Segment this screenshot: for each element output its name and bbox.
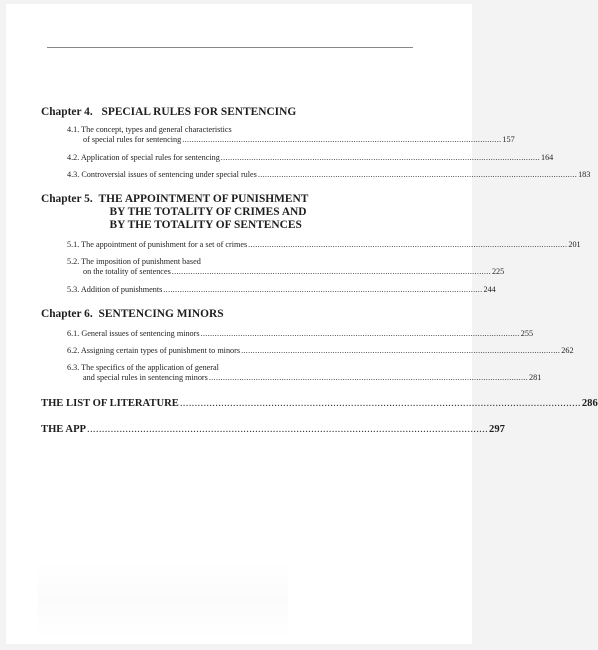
leader-dots: ........................................................................................................................................ — [163, 285, 483, 294]
chapter-title-line: BY THE TOTALITY OF CRIMES AND — [109, 206, 307, 219]
leader-dots: ........................................................................................................................................ — [171, 267, 491, 276]
toc-entry-4-2[interactable] — [67, 153, 554, 163]
leader-dots: ........................................................................................................................................ — [182, 135, 502, 144]
leader-dots: ........................................................................................................................................ — [248, 240, 568, 249]
toc-entry-6-2[interactable] — [67, 346, 574, 356]
leader-dots: ........................................................................................................................................ — [208, 373, 529, 382]
entry-text-line: of special rules for sentencing — [83, 135, 182, 144]
page-number: 281 — [529, 373, 542, 382]
page-number: 262 — [561, 346, 574, 355]
entry-text-line: and special rules in sentencing minors — [83, 373, 208, 382]
entry-text-line: 6.1. General issues of sentencing minors — [67, 329, 200, 338]
toc-entry-app[interactable] — [41, 424, 505, 436]
page-number: 255 — [520, 329, 534, 338]
bleed-through-shadow — [38, 560, 288, 640]
chapter-6-heading — [41, 308, 421, 321]
leader-dots: ........................................................................................................................................ — [241, 346, 561, 355]
page-sheet — [6, 4, 472, 644]
entry-text-line: 4.3. Controversial issues of sentencing under special rules — [67, 170, 257, 179]
entry-text-line: 5.1. The appointment of punishment for a set of crimes — [67, 240, 248, 249]
leader-dots: ........................................................................................................................................ — [257, 170, 578, 179]
leader-dots: ........................................................................................................................................ — [179, 398, 581, 409]
page-number: 201 — [568, 240, 581, 249]
entry-title: THE APP — [41, 424, 87, 435]
chapter-title-line: SPECIAL RULES FOR SENTENCING — [101, 106, 297, 118]
entry-title: THE LIST OF LITERATURE — [41, 398, 179, 409]
toc-entry-5-1[interactable] — [67, 240, 581, 250]
leader-dots: ........................................................................................................................................ — [87, 424, 489, 435]
page-number: 183 — [578, 170, 591, 179]
toc-entry-5-3[interactable] — [67, 285, 496, 295]
entry-text-line: on the totality of sentences — [83, 267, 171, 276]
chapter-5-heading — [41, 193, 421, 233]
chapter-label: Chapter 6. — [41, 308, 93, 320]
toc-entry-6-3[interactable] — [67, 363, 542, 383]
chapter-label: Chapter 4. — [41, 106, 93, 118]
toc-entry-5-2[interactable] — [67, 257, 505, 277]
chapter-4-heading — [41, 106, 421, 119]
header-rule — [47, 47, 413, 48]
entry-text-line: 4.1. The concept, types and general characteristics — [67, 125, 232, 134]
entry-text-line: 5.2. The imposition of punishment based — [67, 257, 201, 266]
page-number: 225 — [491, 267, 505, 276]
entry-text-line: 6.3. The specifics of the application of general — [67, 363, 219, 372]
toc-entry-4-3[interactable] — [67, 170, 591, 180]
page-number: 286 — [581, 398, 598, 409]
entry-text-line: 6.2. Assigning certain types of punishment to minors — [67, 346, 241, 355]
entry-text-line: 4.2. Application of special rules for sentencing — [67, 153, 220, 162]
toc-entry-4-1[interactable] — [67, 125, 515, 145]
leader-dots: ........................................................................................................................................ — [200, 329, 520, 338]
chapter-title-line: BY THE TOTALITY OF SENTENCES — [109, 219, 302, 232]
chapter-title-line: THE APPOINTMENT OF PUNISHMENT — [98, 193, 309, 205]
toc-entry-6-1[interactable] — [67, 329, 534, 339]
chapter-label: Chapter 5. — [41, 193, 93, 205]
entry-text-line: 5.3. Addition of punishments — [67, 285, 163, 294]
page-number: 164 — [540, 153, 554, 162]
page-number: 244 — [483, 285, 496, 294]
page-number: 157 — [502, 135, 515, 144]
chapter-title-line: SENTENCING MINORS — [98, 308, 224, 320]
page-number: 297 — [489, 424, 505, 435]
toc-entry-literature[interactable] — [41, 398, 598, 410]
leader-dots: ........................................................................................................................................ — [220, 153, 540, 162]
